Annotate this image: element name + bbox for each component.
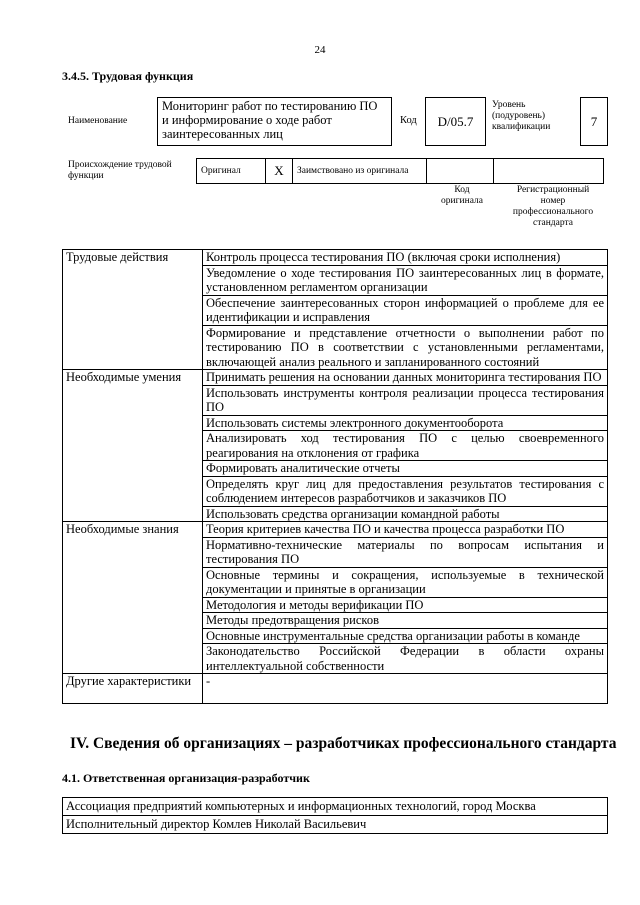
table-row: Законодательство Российской Федерации в области охраны интеллектуальной собственности [203, 644, 608, 674]
caption-line: Код [454, 185, 470, 195]
table-row: Формировать аналитические отчеты [203, 461, 608, 477]
table-row: Использовать средства организации командной работы [203, 506, 608, 522]
table-row: Методы предотвращения рисков [203, 613, 608, 629]
table-row: - [203, 674, 608, 704]
table-row: Методология и методы верификации ПО [203, 597, 608, 613]
function-details-table [62, 249, 608, 704]
section-title: 3.4.5. Трудовая функция [62, 69, 194, 83]
category-labor-actions: Трудовые действия [63, 250, 203, 370]
function-name-box: Мониторинг работ по тестированию ПО и информирование о ходе работ заинтересованных лиц [157, 97, 392, 146]
table-row: Уведомление о ходе тестирования ПО заинтересованных лиц в формате, установленном регламентом организации [203, 265, 608, 295]
code-orig-cell [427, 159, 494, 184]
caption-line: Регистрационный [516, 185, 590, 195]
level-label-line: квалификации [492, 122, 551, 132]
table-row: Использовать системы электронного документооборота [203, 415, 608, 431]
table-row: Исполнительный директор Комлев Николай Васильевич [63, 816, 608, 834]
level-value-box: 7 [580, 97, 608, 146]
table-row: Определять круг лиц для предоставления результатов тестирования с соблюдением интересов разработчиков и заказчиков ПО [203, 476, 608, 506]
table-row: Ассоциация предприятий компьютерных и информационных технологий, город Москва [63, 798, 608, 816]
page-number: 24 [314, 44, 326, 56]
caption-line: профессионального [512, 207, 594, 217]
caption-line: стандарта [533, 218, 573, 228]
origin-label-line: функции [68, 171, 104, 181]
original-label: Оригинал [197, 159, 266, 184]
level-label-line: (подуровень) [492, 111, 546, 121]
category-required-skills: Необходимые умения [63, 370, 203, 522]
origin-table [196, 158, 604, 184]
code-value-box: D/05.7 [425, 97, 486, 146]
level-label [492, 100, 550, 133]
category-required-knowledge: Необходимые знания [63, 522, 203, 674]
original-mark: X [266, 159, 293, 184]
table-row: Нормативно-технические материалы по вопросам испытания и тестирования ПО [203, 537, 608, 567]
table-row: Теория критериев качества ПО и качества процесса разработки ПО [203, 522, 608, 538]
table-row: Анализировать ход тестирования ПО с целью своевременного реагирования на отклонения от графика [203, 431, 608, 461]
developer-org-table [62, 797, 608, 834]
code-label: Код [400, 115, 417, 126]
table-row: Принимать решения на основании данных мониторинга тестирования ПО [203, 370, 608, 386]
reg-num-cell [494, 159, 604, 184]
level-label-line: Уровень [492, 100, 526, 110]
section-4-1-title: 4.1. Ответственная организация-разработчик [62, 771, 310, 785]
name-label: Наименование [68, 116, 128, 126]
table-row: Использовать инструменты контроля реализации процесса тестирования ПО [203, 385, 608, 415]
table-row: Контроль процесса тестирования ПО (включая сроки исполнения) [203, 250, 608, 266]
table-row: Формирование и представление отчетности о выполнении работ по тестированию ПО в соответствии с установленными регламентами, включающей анализ реального и запланированного состояний [203, 325, 608, 370]
table-row: Обеспечение заинтересованных сторон информацией о проблеме для ее идентификации и исправления [203, 295, 608, 325]
table-row: Основные инструментальные средства организации работы в команде [203, 628, 608, 644]
origin-label [68, 160, 172, 182]
code-original-caption [432, 185, 492, 207]
caption-line: номер [540, 196, 566, 206]
origin-label-line: Происхождение трудовой [68, 160, 172, 170]
caption-line: оригинала [441, 196, 483, 206]
table-row: Основные термины и сокращения, используемые в технической документации и принятые в организации [203, 567, 608, 597]
borrowed-label: Заимствовано из оригинала [293, 159, 427, 184]
section-4-title: IV. Сведения об организациях – разработчиках профессионального стандарта [70, 735, 617, 752]
category-other: Другие характеристики [63, 674, 203, 704]
reg-number-caption [500, 185, 606, 229]
